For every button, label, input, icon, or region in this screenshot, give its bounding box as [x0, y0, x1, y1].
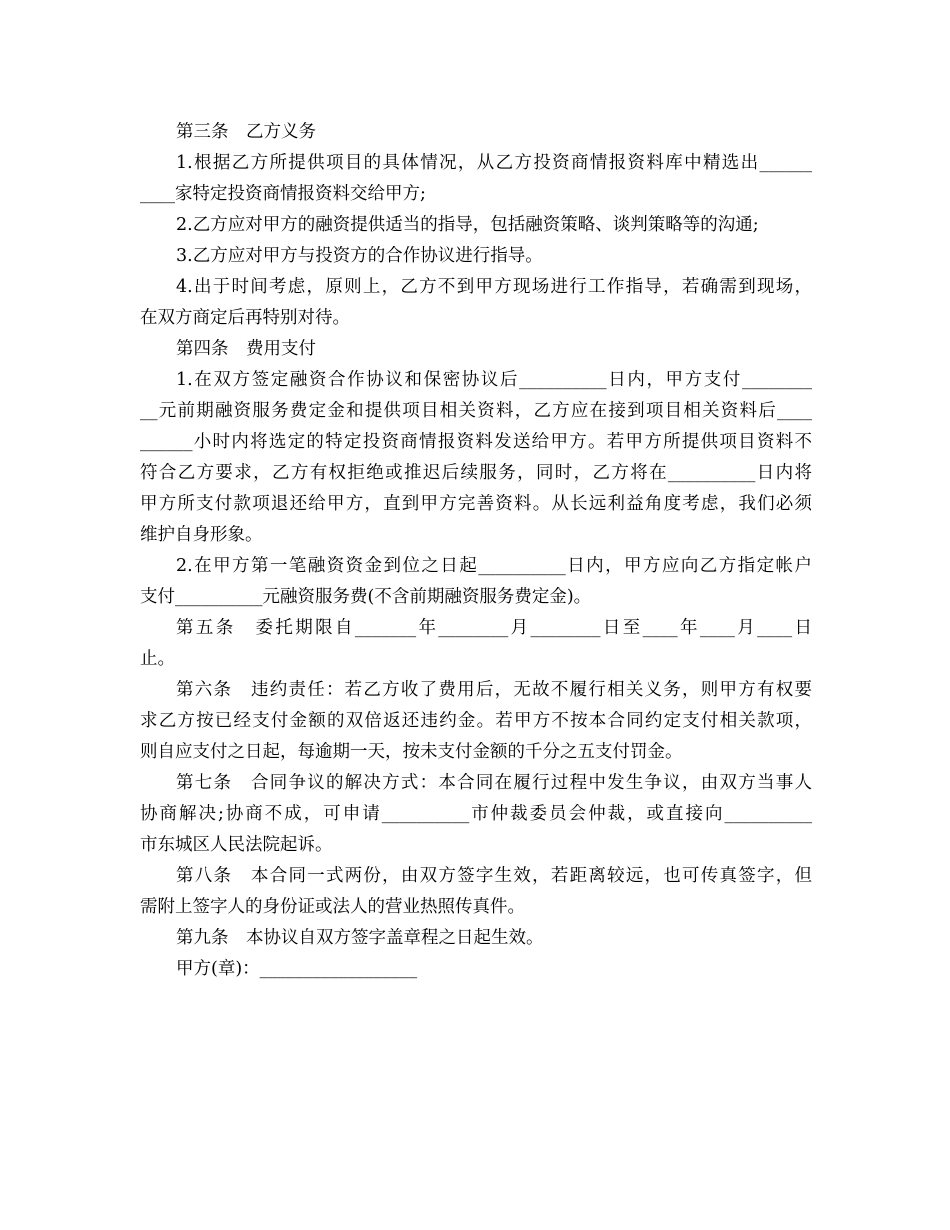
article-3-clause-2: 2.乙方应对甲方的融资提供适当的指导，包括融资策略、谈判策略等的沟通; — [176, 215, 759, 235]
article-4-clause-1-cont-d: 甲方所支付款项退还给甲方，直到甲方完善资料。从长远利益角度考虑，我们必须 — [140, 494, 812, 514]
article-7-cont-b: 市东城区人民法院起诉。 — [140, 835, 333, 855]
contract-page — [140, 117, 812, 985]
article-4-clause-1: 1.在双方签定融资合作协议和保密协议后__________日内，甲方支付________ — [176, 370, 812, 390]
article-3-clause-1: 1.根据乙方所提供项目的具体情况，从乙方投资商情报资料库中精选出______ — [176, 153, 812, 173]
article-5-cont: 止。 — [140, 649, 175, 669]
article-8-cont: 需附上签字人的身份证或法人的营业热照传真件。 — [140, 897, 525, 917]
article-3-clause-4-cont: 在双方商定后再特别对待。 — [140, 308, 350, 328]
article-4-clause-2: 2.在甲方第一笔融资资金到位之日起__________日内，甲方应向乙方指定帐户 — [176, 556, 812, 576]
article-3-clause-4: 4.出于时间考虑，原则上，乙方不到甲方现场进行工作指导，若确需到现场， — [176, 277, 812, 297]
article-3-heading: 第三条 乙方义务 — [176, 122, 316, 142]
article-9: 第九条 本协议自双方签字盖章程之日起生效。 — [176, 928, 544, 948]
article-4-clause-1-cont-b: ______小时内将选定的特定投资商情报资料发送给甲方。若甲方所提供项目资料不 — [140, 432, 812, 452]
article-3-clause-1-cont: ____家特定投资商情报资料交给甲方; — [140, 184, 426, 204]
article-7-cont-a: 协商解决;协商不成，可申请__________市仲裁委员会仲裁，或直接向__________ — [140, 804, 812, 824]
article-6-cont-a: 求乙方按已经支付金额的双倍返还违约金。若甲方不按本合同约定支付相关款项， — [140, 711, 812, 731]
article-6-cont-b: 则自应支付之日起，每逾期一天，按未支付金额的千分之五支付罚金。 — [140, 742, 683, 762]
article-6: 第六条 违约责任：若乙方收了费用后，无故不履行相关义务，则甲方有权要 — [176, 680, 812, 700]
party-a-seal-line: 甲方(章)：__________________ — [176, 959, 418, 979]
article-4-clause-1-cont-e: 维护自身形象。 — [140, 525, 263, 545]
article-7: 第七条 合同争议的解决方式：本合同在履行过程中发生争议，由双方当事人 — [176, 773, 812, 793]
article-3-clause-3: 3.乙方应对甲方与投资方的合作协议进行指导。 — [176, 246, 543, 266]
article-4-clause-1-cont-a: __元前期融资服务费定金和提供项目相关资料，乙方应在接到项目相关资料后____ — [140, 401, 812, 421]
article-4-clause-2-cont: 支付__________元融资服务费(不含前期融资服务费定金)。 — [140, 587, 592, 607]
article-4-heading: 第四条 费用支付 — [176, 339, 316, 359]
article-4-clause-1-cont-c: 符合乙方要求，乙方有权拒绝或推迟后续服务，同时，乙方将在__________日内将 — [140, 463, 812, 483]
article-8: 第八条 本合同一式两份，由双方签字生效，若距离较远，也可传真签字，但 — [176, 866, 812, 886]
article-5: 第五条 委托期限自_______年________月________日至____年____月____日 — [176, 618, 812, 638]
